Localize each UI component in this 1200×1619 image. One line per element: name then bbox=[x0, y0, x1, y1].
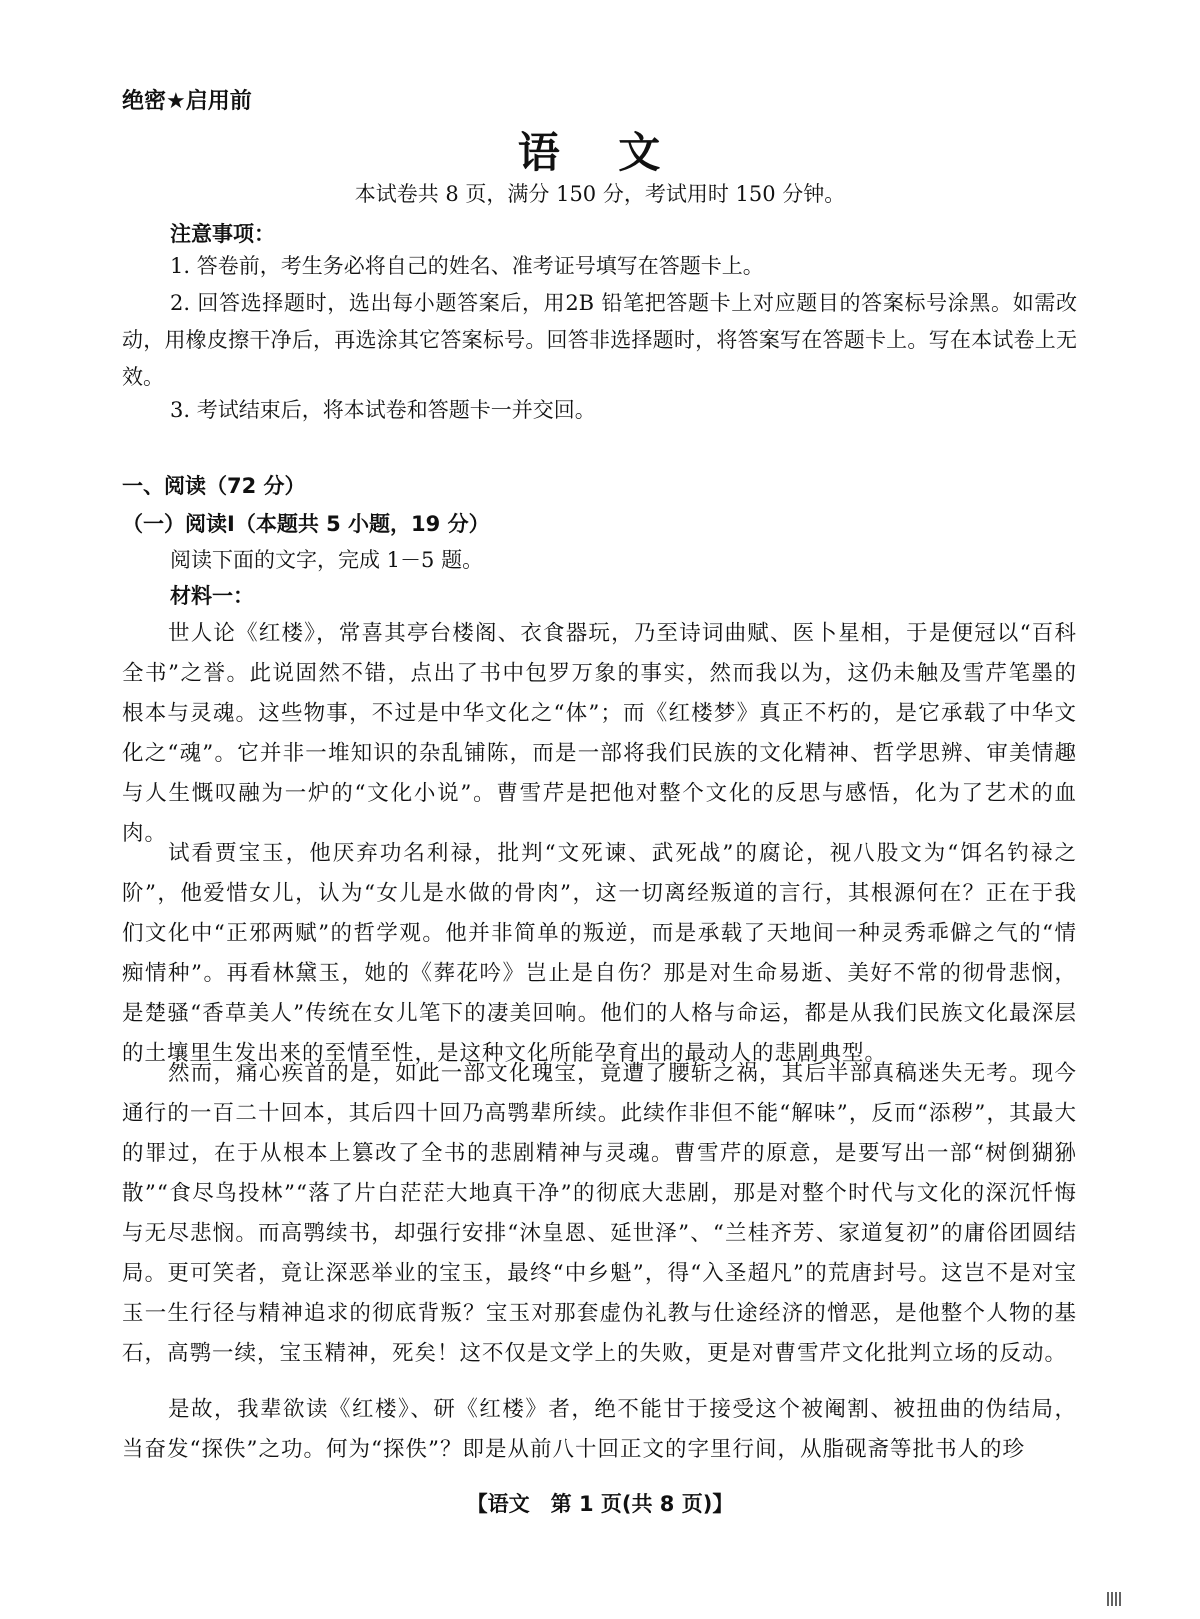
paragraph-1: 世人论《红楼》，常喜其亭台楼阁、衣食器玩，乃至诗词曲赋、医卜星相，于是便冠以“百科全书”之誉。此说固然不错，点出了书中包罗万象的事实，然而我以为，这仍未触及雪芹笔墨的根本与灵魂。这些物事，不过是中华文化之“体”；而《红楼梦》真正不朽的，是它承载了中华文化之“魂”。它并非一堆知识的杂乱铺陈，而是一部将我们民族的文化精神、哲学思辨、审美情趣与人生慨叹融为一炉的“文化小说”。曹雪芹是把他对整个文化的反思与感悟，化为了艺术的血肉。 bbox=[122, 621, 1077, 846]
notice-item-2: 2. 回答选择题时，选出每小题答案后，用2B 铅笔把答题卡上对应题目的答案标号涂黑。如需改动，用橡皮擦干净后，再选涂其它答案标号。回答非选择题时，将答案写在答题卡上。写在本试卷上无效。 bbox=[122, 291, 1077, 389]
confidential-label: 绝密★启用前 bbox=[122, 89, 252, 114]
subsection-heading: （一）阅读Ⅰ（本题共 5 小题，19 分） bbox=[122, 512, 490, 536]
exam-subtitle: 本试卷共 8 页，满分 150 分，考试用时 150 分钟。 bbox=[354, 182, 846, 206]
notice-item-1: 1. 答卷前，考生务必将自己的姓名、准考证号填写在答题卡上。 bbox=[170, 254, 764, 278]
reading-instruction: 阅读下面的文字，完成 1－5 题。 bbox=[170, 548, 484, 572]
notice-item-3: 3. 考试结束后，将本试卷和答题卡一并交回。 bbox=[170, 398, 596, 422]
page-footer: 【语文 第 1 页(共 8 页)】 bbox=[466, 1492, 734, 1516]
page-title: 语 文 bbox=[517, 128, 683, 177]
qr-code-icon bbox=[1107, 1592, 1121, 1606]
section-heading: 一、阅读（72 分） bbox=[122, 474, 306, 498]
material-label: 材料一： bbox=[170, 584, 254, 608]
paragraph-3: 然而，痛心疾首的是，如此一部文化瑰宝，竟遭了腰斩之祸，其后半部真稿迷失无考。现今通行的一百二十回本，其后四十回乃高鹗辈所续。此续作非但不能“解味”，反而“添秽”，其最大的罪过，在于从根本上篡改了全书的悲剧精神与灵魂。曹雪芹的原意，是要写出一部“树倒猢狲散”“食尽鸟投林”“落了片白茫茫大地真干净”的彻底大悲剧，那是对整个时代与文化的深沉忏悔与无尽悲悯。而高鹗续书，却强行安排“沐皇恩、延世泽”、“兰桂齐芳、家道复初”的庸俗团圆结局。更可笑者，竟让深恶举业的宝玉，最终“中乡魁”，得“入圣超凡”的荒唐封号。这岂不是对宝玉一生行径与精神追求的彻底背叛？宝玉对那套虚伪礼教与仕途经济的憎恶，是他整个人物的基石，高鹗一续，宝玉精神，死矣！这不仅是文学上的失败，更是对曹雪芹文化批判立场的反动。 bbox=[122, 1061, 1077, 1366]
paragraph-2: 试看贾宝玉，他厌弃功名利禄，批判“文死谏、武死战”的腐论，视八股文为“饵名钓禄之阶”，他爱惜女儿，认为“女儿是水做的骨肉”，这一切离经叛道的言行，其根源何在？正在于我们文化中“正邪两赋”的哲学观。他并非简单的叛逆，而是承载了天地间一种灵秀乖僻之气的“情痴情种”。再看林黛玉，她的《葬花吟》岂止是自伤？那是对生命易逝、美好不常的彻骨悲悯，是楚骚“香草美人”传统在女儿笔下的凄美回响。他们的人格与命运，都是从我们民族文化最深层的土壤里生发出来的至情至性，是这种文化所能孕育出的最动人的悲剧典型。 bbox=[122, 841, 1077, 1066]
notice-heading: 注意事项： bbox=[170, 222, 275, 246]
paragraph-4: 是故，我辈欲读《红楼》、研《红楼》者，绝不能甘于接受这个被阉割、被扭曲的伪结局，当奋发“探佚”之功。何为“探佚”？即是从前八十回正文的字里行间，从脂砚斋等批书人的珍 bbox=[122, 1397, 1077, 1462]
